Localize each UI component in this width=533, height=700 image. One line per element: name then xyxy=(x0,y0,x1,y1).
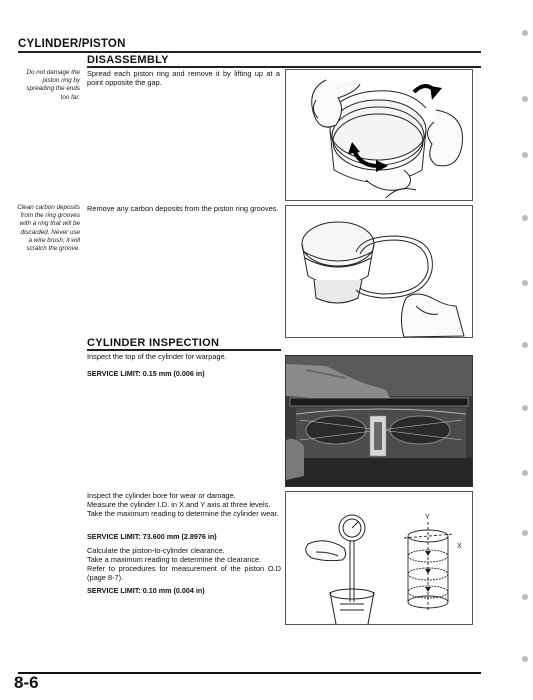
y-axis-label: Y xyxy=(425,514,430,521)
remove-carbon-instruction: Remove any carbon deposits from the piston ring grooves. xyxy=(87,204,279,213)
disassembly-rule xyxy=(87,66,481,68)
page-number: 8-6 xyxy=(14,673,39,692)
binder-hole xyxy=(522,405,528,411)
binder-hole xyxy=(522,280,528,286)
clearance-service-limit: SERVICE LIMIT: 0.10 mm (0.004 in) xyxy=(87,586,205,595)
x-axis-label: X xyxy=(457,543,462,550)
piston-ring-caution-note: Do not damage the piston ring by spreading the ends too far. xyxy=(26,69,80,101)
bore-gauge-figure xyxy=(285,491,473,625)
binder-hole xyxy=(522,594,528,600)
carbon-cleaning-caution-note: Clean carbon deposits from the ring grooves with a ring that will be discarded. Never use a wire brush; it will scratch the groove. xyxy=(17,204,80,253)
warpage-service-limit: SERVICE LIMIT: 0.15 mm (0.006 in) xyxy=(87,369,205,378)
binder-hole xyxy=(522,530,528,536)
binder-hole xyxy=(522,470,528,476)
binder-hole xyxy=(522,342,528,348)
bore-inspection-instruction-2: Measure the cylinder I.D. in X and Y axis at three levels. xyxy=(87,500,271,509)
bore-inspection-instruction-1: Inspect the cylinder bore for wear or damage. xyxy=(87,491,236,500)
binder-hole xyxy=(522,96,528,102)
warpage-instruction: Inspect the top of the cylinder for warpage. xyxy=(87,352,227,361)
clearance-instruction-2: Take a maximum reading to determine the clearance. xyxy=(87,555,262,564)
page-header-title: CYLINDER/PISTON xyxy=(18,38,126,50)
binder-hole xyxy=(522,215,528,221)
cylinder-inspection-rule xyxy=(87,349,281,351)
bore-inspection-instruction-3: Take the maximum reading to determine the cylinder wear. xyxy=(87,509,279,518)
ring-groove-cleaning-figure xyxy=(285,205,473,338)
spread-ring-instruction: Spread each piston ring and remove it by lifting up at a point opposite the gap. xyxy=(87,69,280,88)
cylinder-warpage-photo xyxy=(285,355,473,487)
footer-rule xyxy=(18,672,481,674)
binder-hole xyxy=(522,152,528,158)
clearance-instruction-1: Calculate the piston-to-cylinder clearance. xyxy=(87,546,225,555)
binder-hole xyxy=(522,30,528,36)
binder-hole xyxy=(522,656,528,662)
piston-ring-removal-figure xyxy=(285,69,473,201)
clearance-instruction-3: Refer to procedures for measurement of the piston O.D (page 8-7). xyxy=(87,564,281,583)
disassembly-title: DISASSEMBLY xyxy=(87,54,169,66)
header-rule xyxy=(18,51,481,53)
cylinder-inspection-title: CYLINDER INSPECTION xyxy=(87,337,220,349)
bore-service-limit: SERVICE LIMIT: 73.600 mm (2.8976 in) xyxy=(87,532,217,541)
